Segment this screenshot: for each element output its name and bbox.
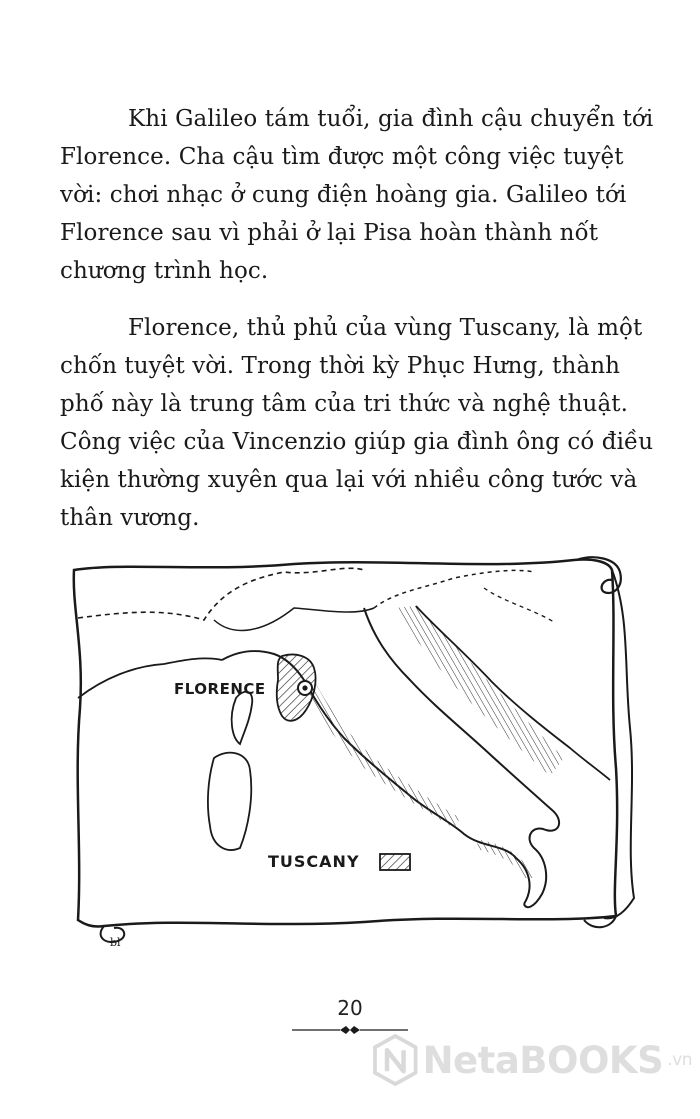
page-number: 20	[337, 996, 363, 1020]
paragraph-1: Khi Galileo tám tuổi, gia đình cậu chuyển tới Florence. Cha cậu tìm được một công việc tuyệt vời: chơi nhạc ở cung điện hoàng gia. Galileo tới Florence sau vì phải ở lại Pisa hoàn thành nốt chương trình học.	[60, 106, 654, 284]
watermark	[372, 1018, 692, 1102]
artist-signature: bl	[110, 936, 121, 949]
map-drawing	[64, 548, 640, 958]
body-text	[60, 100, 660, 556]
tuscany-legend-swatch	[380, 854, 410, 870]
label-florence: FLORENCE	[174, 680, 266, 698]
watermark-suffix: .vn	[667, 1050, 692, 1070]
italy-map-illustration	[64, 548, 640, 958]
paragraph-2: Florence, thủ phủ của vùng Tuscany, là một chốn tuyệt vời. Trong thời kỳ Phục Hưng, thành phố này là trung tâm của tri thức và nghệ thuật. Công việc của Vincenzio giúp gia đình ông có điều kiện thường xuyên qua lại với nhiều công tước và thân vương.	[60, 315, 654, 531]
watermark-brand: NetaBOOKS	[422, 1038, 664, 1082]
netabooks-logo-icon	[372, 1025, 419, 1095]
label-tuscany: TUSCANY	[268, 852, 360, 871]
